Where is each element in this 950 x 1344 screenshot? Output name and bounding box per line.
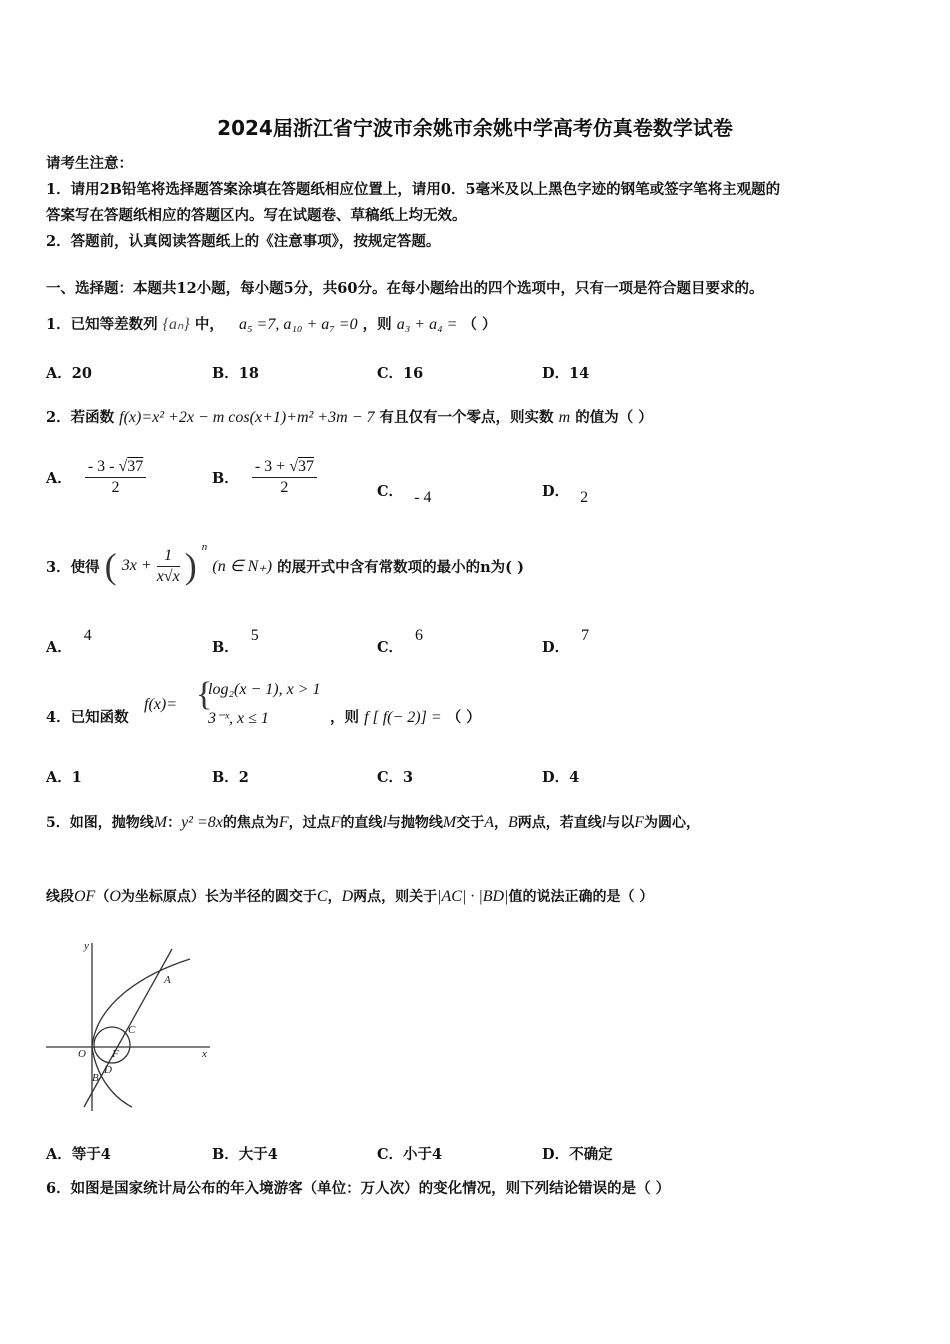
q5-l1-p12: 交于 (456, 815, 485, 831)
q4-fname: f(x)= (144, 696, 177, 713)
q4-option-d: D．4 (542, 769, 580, 786)
q2-b-den: 2 (280, 479, 289, 496)
q5-figure (40, 935, 220, 1115)
q1-ask: a₃ + a₄ = (396, 316, 458, 333)
q3-option-b (212, 627, 259, 657)
q3-a-value: 4 (83, 627, 92, 644)
q5-l1-p14: ， (494, 815, 508, 831)
q3-fraction (157, 547, 180, 586)
q1-sequence: {aₙ} (162, 316, 190, 333)
q2-label-c: C． (377, 483, 404, 500)
q5-l1-p19: F (634, 814, 645, 831)
q5-option-c: C．小于4 (377, 1146, 443, 1163)
q4-option-c: C．3 (377, 769, 414, 786)
label-b: B (92, 1072, 99, 1084)
q2-label-b: B． (212, 470, 239, 487)
label-o: O (78, 1048, 86, 1060)
q1-condition: a₅ =7, a₁₀ + a₇ =0 (238, 316, 358, 333)
section-heading: 一、选择题：本题共12小题，每小题5分，共60分。在每小题给出的四个选项中，只有一项是符合题目要求的。 (46, 280, 764, 297)
q3-b-value: 5 (250, 627, 259, 644)
q5-l1-p1: M (153, 814, 168, 831)
q1-prefix: 1．已知等差数列 (46, 316, 158, 333)
q3-frac-num: 1 (157, 547, 180, 567)
q4-then: ，则 (330, 709, 359, 726)
q3-label-a: A． (46, 639, 72, 656)
q5-l1-p15: B (508, 814, 518, 831)
q5-l1-p4: 的焦点为 (222, 815, 279, 831)
q2-stem (46, 406, 653, 427)
q3-option-d (542, 627, 590, 657)
q6-stem: 6．如图是国家统计局公布的年入境游客（单位：万人次）的变化情况，则下列结论错误的是（ ） (46, 1180, 671, 1197)
q1-then: ，则 (362, 316, 392, 333)
label-c: C (128, 1024, 136, 1036)
q2-option-c (377, 480, 432, 506)
q2-option-d (542, 480, 589, 506)
q2-a-den: 2 (111, 479, 120, 496)
q3-exponent: n (201, 541, 208, 553)
q2-fraction-b: $\frac{- 3 + √37}{2}$ (252, 458, 317, 497)
notice-line-1b: 答案写在答题纸相应的答题区内。写在试题卷、草稿纸上均无效。 (46, 207, 467, 224)
q5-l1-p2: ： (167, 815, 182, 831)
q4-brace: { (196, 676, 213, 713)
q3-label-d: D． (542, 639, 570, 656)
q1-end: （ ） (462, 316, 497, 333)
q1-stem (46, 313, 497, 334)
q4-prefix: 4．已知函数 (46, 709, 129, 726)
q1-mid: 中， (194, 316, 224, 333)
parabola-upper (92, 959, 190, 1047)
notice-line-2: 2．答题前，认真阅读答题纸上的《注意事项》，按规定答题。 (46, 233, 441, 250)
q5-line-2 (46, 886, 653, 906)
q2-b-num: - 3 + (254, 458, 286, 475)
q5-l1-p17: l (601, 814, 607, 831)
label-a: A (164, 974, 171, 986)
q5-l1-p6: ，过点 (288, 815, 331, 831)
q2-option-a (46, 458, 146, 497)
q4-option-a: A．1 (46, 769, 82, 786)
q5-l2-p6: ， (327, 889, 342, 905)
q3-prefix: 3．使得 (46, 558, 100, 576)
q4-ask: f [ f(− 2)] = (364, 709, 442, 726)
label-d: D (104, 1064, 112, 1076)
q5-l1-p10: 与抛物线 (386, 815, 443, 831)
q5-l1-p16: 两点，若直线 (517, 815, 602, 831)
q4-option-b: B．2 (212, 769, 249, 786)
q3-suffix: 的展开式中含有常数项的最小的n为( ) (277, 558, 524, 576)
notice-line-1a: 1．请用2B铅笔将选择题答案涂填在答题纸相应位置上，请用0．5毫米及以上黑色字迹的钢笔或签字笔将主观题的 (46, 181, 781, 198)
q2-prefix: 2．若函数 (46, 409, 115, 426)
q5-l2-p9: |AC| · |BD| (437, 888, 509, 905)
q1-option-b: B．18 (212, 365, 259, 382)
q2-suffix-1: 有且仅有一个零点，则实数 (379, 409, 554, 426)
q2-b-root: 37 (297, 458, 314, 475)
q2-fraction-a: $\frac{- 3 - √37}{2}$ (85, 458, 146, 497)
q3-label-c: C． (377, 639, 404, 656)
q4-case-2: 3⁻ˣ, x ≤ 1 (208, 710, 269, 727)
label-f: F (112, 1048, 119, 1060)
q3-frac-den: x√x (156, 567, 180, 585)
q5-l1-p0: 5．如图，抛物线 (46, 815, 154, 831)
q5-l2-p7: D (341, 888, 354, 905)
q1-option-d: D．14 (542, 365, 590, 382)
q5-l1-p11: M (442, 814, 457, 831)
page-title: 2024届浙江省宁波市余姚市余姚中学高考仿真卷数学试卷 (217, 116, 733, 140)
q3-stem (46, 541, 524, 595)
q1-option-c: C．16 (377, 365, 424, 382)
q2-d-value: 2 (580, 489, 589, 506)
q3-paren-right: ) (184, 546, 197, 586)
label-x: x (202, 1048, 207, 1060)
q5-l2-p4: 为坐标原点）长为半径的圆交于 (120, 889, 317, 905)
q5-l2-p3: O (109, 888, 121, 905)
q3-paren-left: ( (104, 546, 117, 586)
q3-expr: 3x + (121, 557, 152, 574)
q4-end: （ ） (446, 709, 481, 726)
q4-case-1: log₂(x − 1), x > 1 (208, 681, 321, 698)
q3-c-value: 6 (415, 627, 424, 644)
q2-a-num: - 3 - (87, 458, 115, 475)
q2-function: f(x)=x² +2x − m cos(x+1)+m² +3m − 7 (119, 409, 375, 426)
q2-a-root: 37 (127, 458, 144, 475)
q5-l1-p3: y² =8x (181, 814, 223, 831)
q5-l1-p9: l (382, 814, 387, 831)
q3-label-b: B． (212, 639, 239, 656)
notice-heading: 请考生注意： (46, 155, 133, 172)
q2-label-d: D． (542, 483, 570, 500)
q3-option-a (46, 627, 92, 657)
q5-l2-p2: （ (95, 889, 110, 905)
q3-option-c (377, 627, 424, 657)
q2-label-a: A． (46, 470, 72, 487)
q5-l2-p1: OF (74, 888, 96, 905)
q5-l1-p20: 为圆心， (644, 815, 701, 831)
q5-l1-p13: A (484, 814, 494, 831)
q1-option-a: A．20 (46, 365, 92, 382)
q5-option-b: B．大于4 (212, 1146, 278, 1163)
q5-option-a: A．等于4 (46, 1146, 111, 1163)
q5-l1-p8: 的直线 (340, 815, 383, 831)
q5-l2-p0: 线段 (46, 889, 74, 905)
q5-l2-p5: C (316, 888, 328, 905)
q5-l2-p10: 值的说法正确的是（ ） (508, 889, 654, 905)
q3-condition: (n ∈ N₊) (212, 558, 273, 575)
q2-var: m (558, 409, 571, 426)
q2-suffix-2: 的值为（ ） (575, 409, 653, 426)
q4-tail (330, 706, 481, 727)
q5-l1-p18: 与以 (606, 815, 635, 831)
q5-l1-p5: F (278, 814, 289, 831)
q5-option-d: D．不确定 (542, 1146, 613, 1163)
q5-l1-p7: F (330, 814, 341, 831)
q2-option-b (212, 458, 317, 497)
q2-c-value: - 4 (414, 489, 432, 506)
q5-l2-p8: 两点，则关于 (353, 889, 438, 905)
label-y: y (84, 940, 89, 952)
q5-line-1 (46, 812, 700, 832)
q3-d-value: 7 (581, 627, 590, 644)
